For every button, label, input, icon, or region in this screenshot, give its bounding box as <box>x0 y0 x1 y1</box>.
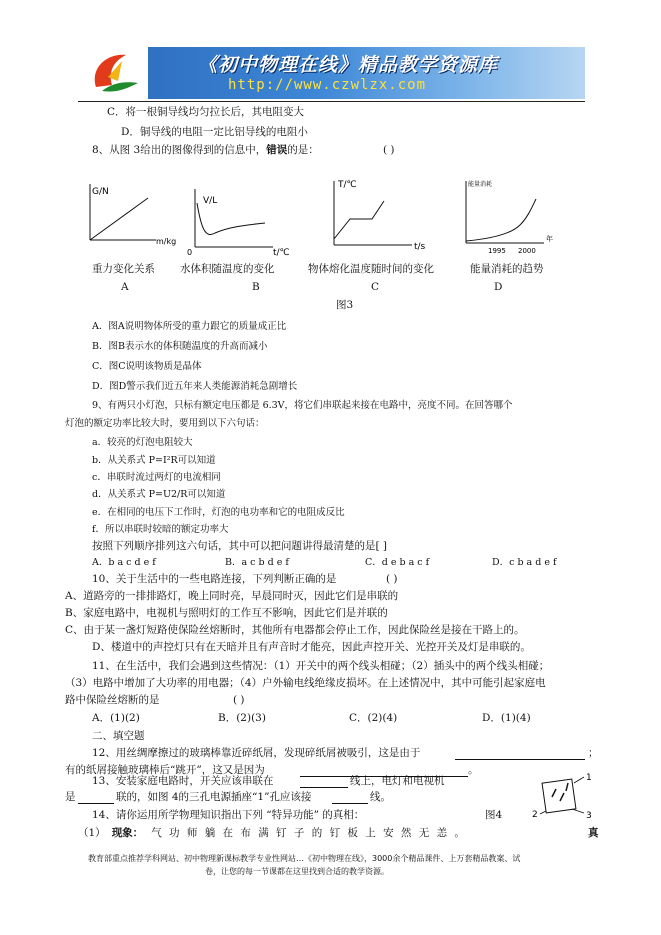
figure-4-label: 图4 <box>485 809 503 821</box>
footer-line1: 教育部重点推荐学科网站、初中物理新课标教学专业性网站…《初中物理在线》，3000余个精品课件、上万套精品教案、试 <box>88 854 521 863</box>
q14-part1-number: （1） <box>78 827 106 839</box>
q14-part1 <box>78 826 467 840</box>
q9-item-f: f．所以串联时较暗的额定功率大 <box>92 524 229 535</box>
q11-choice-d: D．(1)(4) <box>482 712 531 724</box>
header-banner <box>78 47 585 99</box>
q9-choice-d: D．c b a d e f <box>492 557 557 568</box>
q13-line1-a: 13、安装家庭电路时，开关应该串联在 <box>92 775 274 787</box>
graph-a-ylabel: G/N <box>92 187 109 197</box>
q9-item-b: b．从关系式 P=I²R可以知道 <box>92 455 216 466</box>
graph-d-letter: D <box>494 281 503 293</box>
q14-part1-label: 现象： <box>111 827 144 839</box>
figure-4-socket <box>530 771 600 819</box>
graph-b-letter: B <box>252 281 260 293</box>
q10-option-b: B、家庭电路中，电视机与照明灯的工作互不影响，因此它们是并联的 <box>65 607 388 619</box>
figure-3-label: 图3 <box>336 299 354 311</box>
q10-stem: 10、关于生活中的一些电路连接，下列判断正确的是 <box>92 573 337 585</box>
q10-option-d: D、楼道中的声控灯只有在天暗并且有声音时才能亮，因此声控开关、光控开关及灯是串联的。 <box>92 641 531 653</box>
q11-choice-b: B．(2)(3) <box>218 712 266 724</box>
section-fill-in-title: 二、填空题 <box>92 730 145 742</box>
graph-d-ylabel: 能量消耗 <box>468 181 493 188</box>
q11-line1: 11、在生活中，我们会遇到这些情况：（1）开关中的两个线头相碰；（2）插头中的两个线头相碰； <box>92 660 550 672</box>
q9-item-e: e．在相同的电压下工作时，灯泡的电功率和它的电阻成反比 <box>92 507 345 518</box>
q10-option-c: C、由于某一盏灯短路使保险丝熔断时，其他所有电器都会停止工作，因此保险丝是接在干路上的。 <box>65 624 525 636</box>
q13-line2-a: 是 <box>65 791 76 803</box>
graph-d-caption: 能量消耗的趋势 <box>470 263 544 275</box>
q12-line1-end: ； <box>588 747 599 759</box>
q8-option-c: C．图C说明该物质是晶体 <box>92 361 202 372</box>
q9-item-c: c．串联时流过两灯的电流相同 <box>92 472 221 483</box>
q8-option-b: B．图B表示水的体积随温度的升高而减小 <box>92 341 268 352</box>
q7-option-d: D．铜导线的电阻一定比铝导线的电阻小 <box>121 126 308 138</box>
footer-line2: 卷，让您的每一节课都在这里找到合适的教学资源。 <box>205 867 389 876</box>
q14-stem: 14、请你运用所学物理知识指出下列 “特异功能” 的真相： <box>92 809 365 821</box>
q11-line2: （3）电路中增加了大功率的用电器；（4）户外输电线绝缘皮损坏。在上述情况中，其中可能引起家庭电 <box>65 677 546 689</box>
q8-option-a: A．图A说明物体所受的重力跟它的质量成正比 <box>92 321 287 332</box>
graph-b <box>185 185 293 257</box>
q9-item-a: a．较亮的灯泡电阻较大 <box>92 437 193 448</box>
graph-b-ylabel: V/L <box>203 196 218 206</box>
graph-c-ylabel: T/℃ <box>338 180 357 190</box>
q12-blank-1[interactable] <box>455 748 585 760</box>
banner-logo <box>78 47 148 99</box>
graph-c-caption: 物体熔化温度随时间的变化 <box>308 263 434 275</box>
q9-stem-line2: 灯泡的额定功率比较大时，要用到以下六句话： <box>65 418 265 429</box>
q9-choice-c: C．d e b a c f <box>365 557 430 568</box>
graph-d-tick-2000: 2000 <box>518 247 536 255</box>
q13-blank-1[interactable] <box>300 776 348 788</box>
socket-label-1: 1 <box>586 773 592 783</box>
site-logo-icon <box>78 47 148 99</box>
q11-line3: 路中保险丝熔断的是 <box>65 694 160 706</box>
socket-label-3: 3 <box>586 811 592 819</box>
q11-choice-c: C．(2)(4) <box>349 712 398 724</box>
graph-a-xlabel: m/kg <box>156 237 177 246</box>
q9-choice-b: B．a c b d e f <box>225 557 289 568</box>
header-divider <box>78 101 585 102</box>
q7-option-c: C．将一根铜导线均匀拉长后，其电阻变大 <box>107 106 305 118</box>
graph-b-caption: 水体积随温度的变化 <box>180 263 275 275</box>
graph-a <box>86 180 182 246</box>
q8-stem-tail: 的是： <box>287 144 319 156</box>
socket-label-2: 2 <box>532 810 538 819</box>
q11-bracket: ( ) <box>233 694 245 706</box>
graph-c-xlabel: t/s <box>414 242 426 252</box>
q14-part1-end: 真 <box>588 827 599 839</box>
q14-part1-text: 气 功 师 躺 在 布 满 钉 子 的 钉 板 上 安 然 无 恙 。 <box>151 827 467 839</box>
q10-bracket: ( ) <box>386 573 398 585</box>
q13-line2-b: 联的，如图 4的三孔电源插座“1”孔应该接 <box>116 791 312 803</box>
q8-stem <box>92 143 319 157</box>
q9-choice-a: A．b a c d e f <box>92 557 156 568</box>
q8-answer-bracket: ( ) <box>383 144 395 156</box>
q13-blank-2[interactable] <box>78 792 114 804</box>
q11-choice-a: A．(1)(2) <box>92 712 140 724</box>
graph-a-caption: 重力变化关系 <box>92 263 155 275</box>
q12-line1: 12、用丝绸摩擦过的玻璃棒靠近碎纸屑，发现碎纸屑被吸引，这是由于 <box>92 747 421 759</box>
q12-line2: 有的纸屑接触玻璃棒后“跳开”，这又是因为 <box>65 764 265 776</box>
q8-stem-emphasis: 错误 <box>266 144 288 156</box>
q9-ask: 按照下列顺序排列这六句话，其中可以把问题讲得最清楚的是[ ] <box>92 540 388 552</box>
graph-b-origin: 0 <box>187 248 193 257</box>
q12-line2-end: 。 <box>468 764 479 776</box>
graph-a-letter: A <box>121 281 129 293</box>
q13-blank-3[interactable] <box>332 792 368 804</box>
banner-url[interactable]: http://www.czwlzx.com <box>228 77 427 93</box>
graph-c-letter: C <box>371 281 380 293</box>
q8-stem-text: 8、从图 3给出的图像得到的信息中， <box>92 144 267 156</box>
graph-b-xlabel: t/℃ <box>273 248 290 257</box>
graph-d-tick-1995: 1995 <box>488 247 506 255</box>
q9-stem-line1: 9、有两只小灯泡，只标有额定电压都是 6.3V，将它们串联起来接在电路中，亮度不同。在回答哪个 <box>92 400 513 411</box>
graph-d <box>458 177 566 257</box>
banner-title: 《初中物理在线》精品教学资源库 <box>198 54 499 76</box>
graph-d-xlabel: 年 <box>546 235 553 243</box>
q13-line1-b: 线上，电灯和电视机 <box>350 775 445 787</box>
q9-item-d: d．从关系式 P=U2/R可以知道 <box>92 489 226 500</box>
q8-option-d: D．图D警示我们近五年来人类能源消耗急剧增长 <box>92 381 298 392</box>
graph-c <box>322 175 432 255</box>
q13-line2-c: 线。 <box>370 791 391 803</box>
q10-option-a: A、道路旁的一排排路灯，晚上同时亮，早晨同时灭，因此它们是串联的 <box>65 590 399 602</box>
